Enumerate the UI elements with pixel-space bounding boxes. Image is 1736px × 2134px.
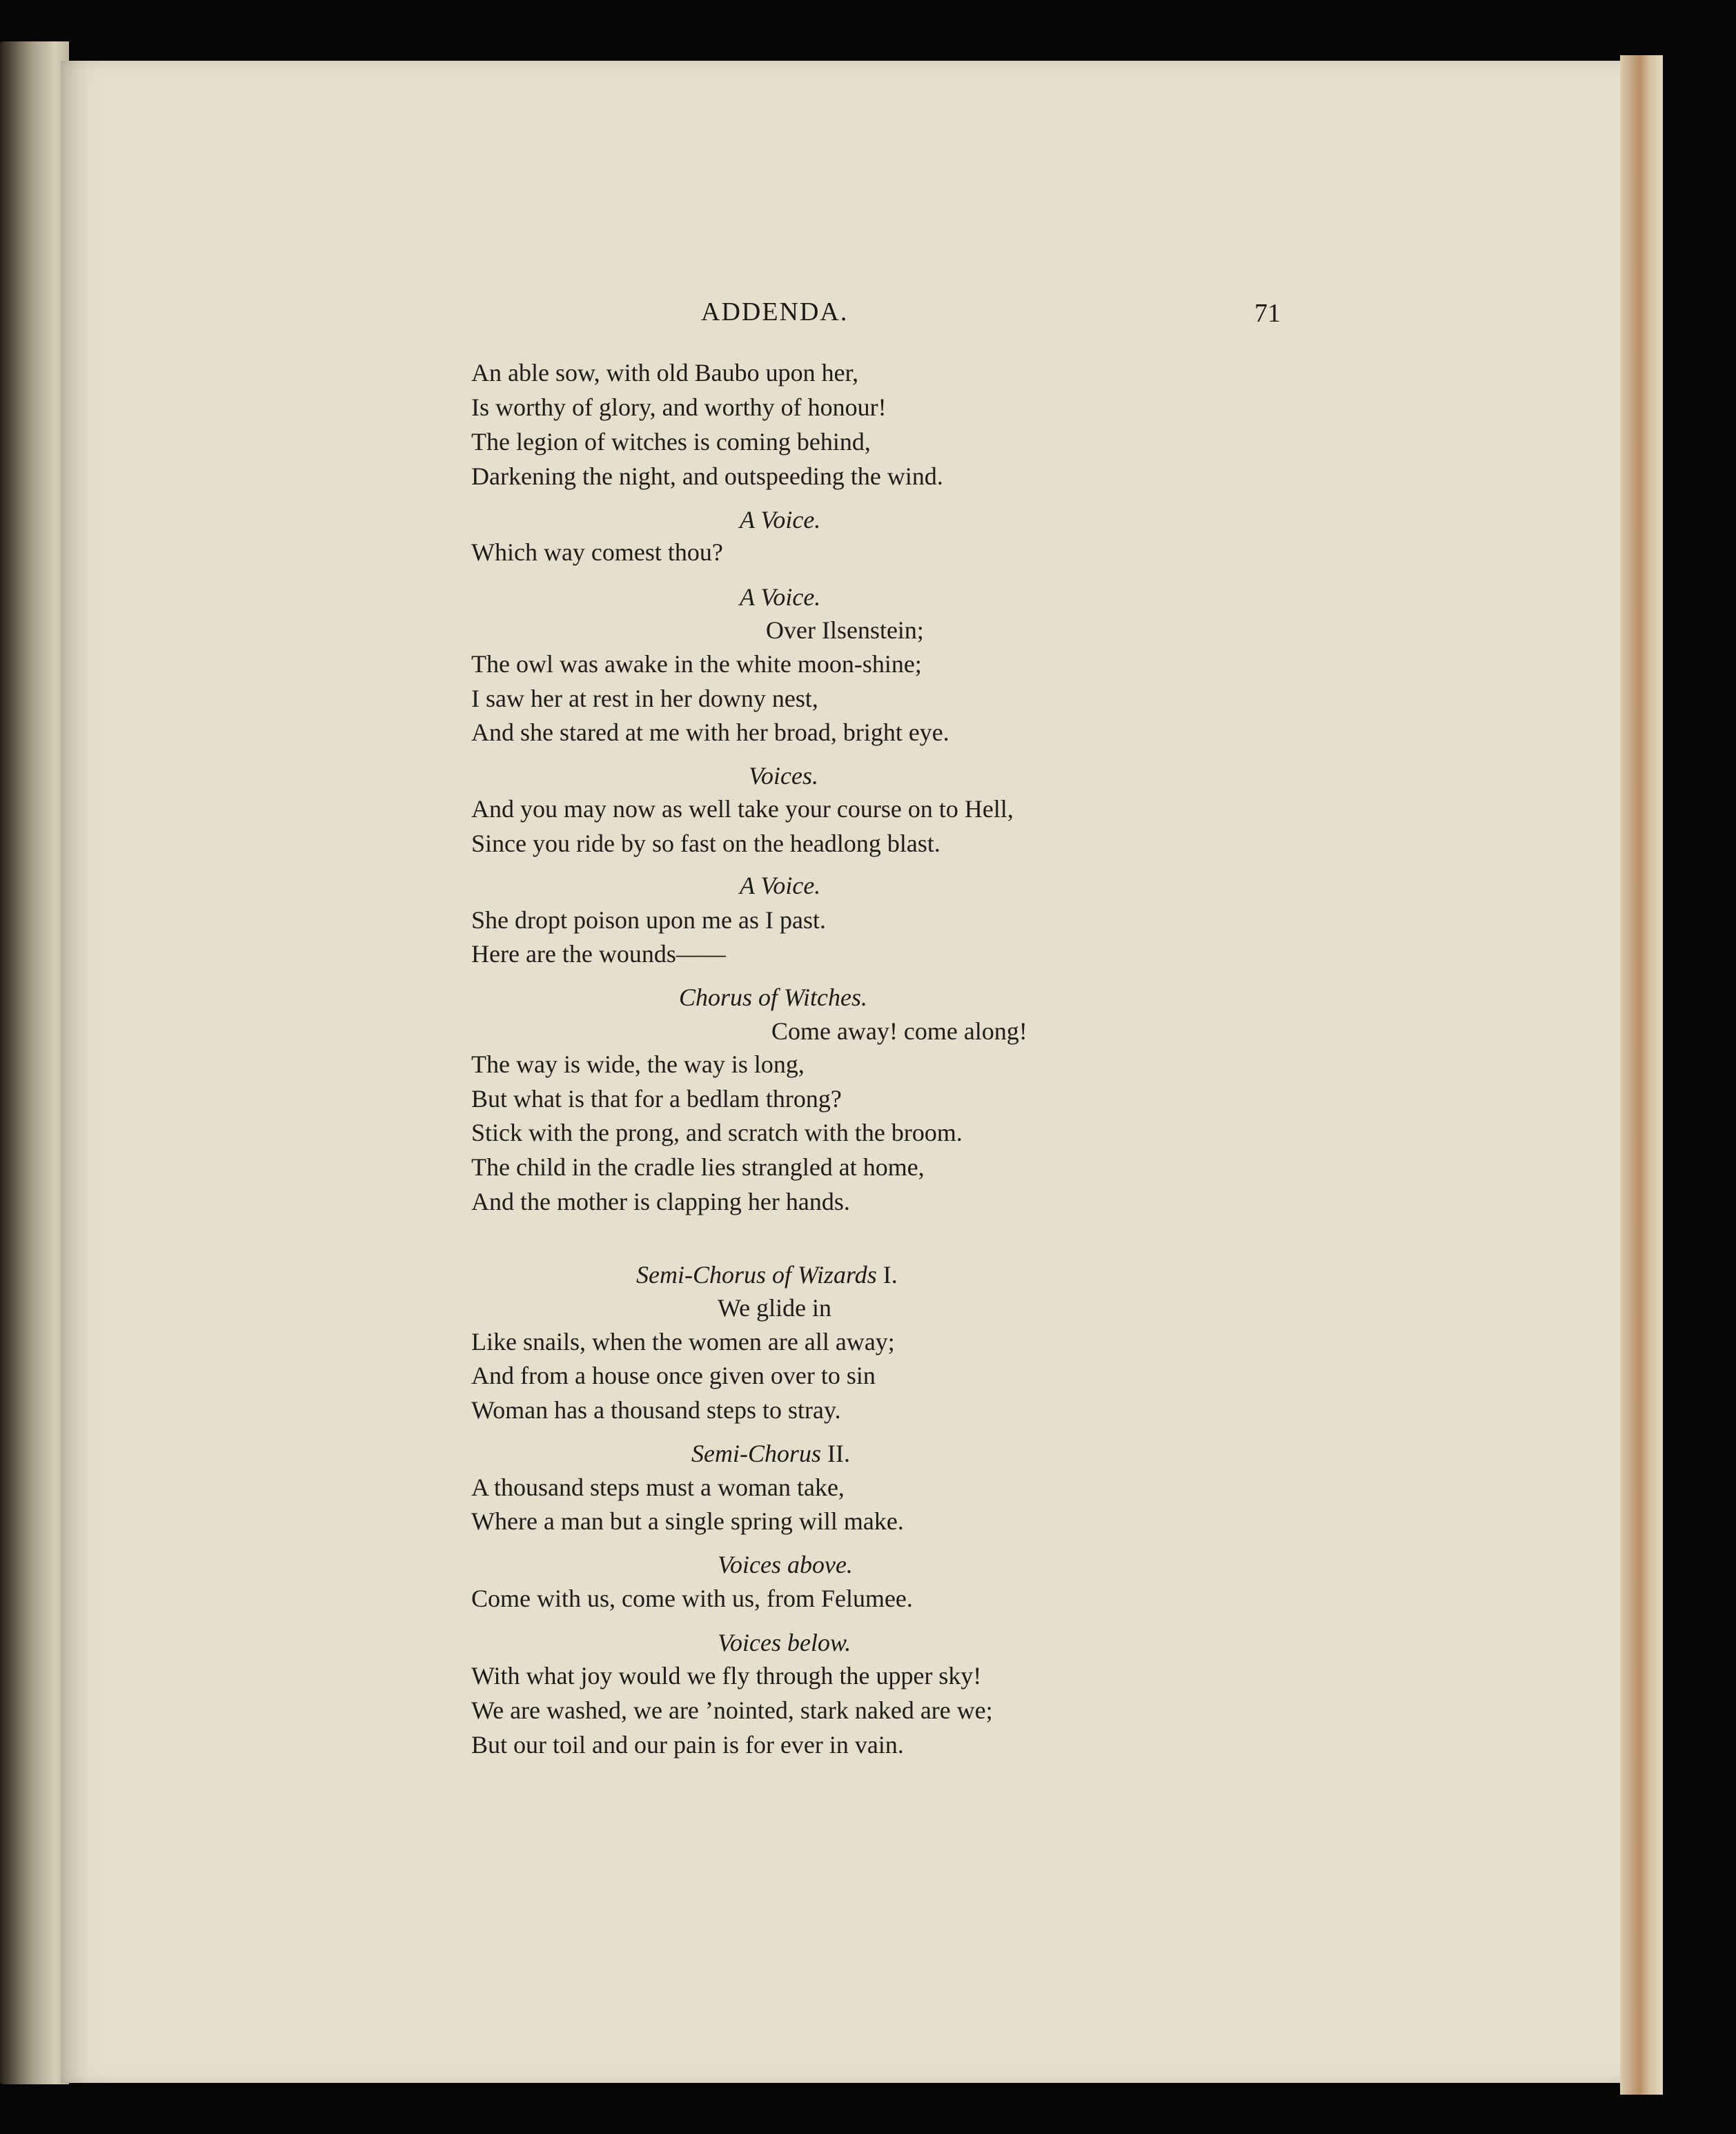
line-text: Since you ride by so fast on the headlong blast. [471,830,940,857]
line-text: We are washed, we are ’nointed, stark naked are we; [471,1696,993,1724]
running-header: ADDENDA. [701,297,849,326]
line-text: Come with us, come with us, from Felumee. [471,1585,913,1612]
speaker-heading [636,1261,898,1289]
left-page-edge [0,41,69,2084]
line-text: The child in the cradle lies strangled at home, [471,1153,925,1181]
verse-line [471,1050,805,1078]
speaker-heading [679,983,867,1011]
line-text: Here are the wounds—— [471,940,726,968]
verse-line [471,1662,981,1690]
speaker-heading [740,583,820,611]
verse-line [471,718,949,746]
line-text: Darkening the night, and outspeeding the wind. [471,462,943,490]
line-text: And she stared at me with her broad, bright eye. [471,718,949,746]
speaker-heading [718,1551,853,1578]
speaker-heading [740,506,820,534]
line-text: Voices. [749,762,818,790]
speaker-heading [691,1440,850,1467]
line-text: Is worthy of glory, and worthy of honour! [471,393,887,421]
verse-line [471,1119,963,1146]
line-text: I saw her at rest in her downy nest, [471,685,818,712]
line-text: Semi-Chorus [691,1440,821,1467]
verse-line [471,1585,913,1612]
line-text: Chorus of Witches. [679,983,868,1011]
verse-line [471,685,818,712]
right-page-stack [1620,55,1663,2095]
line-text: Over Ilsenstein; [766,616,924,644]
line-text: A Voice. [740,583,821,611]
verse-line [471,940,726,968]
verse-line [471,1731,904,1759]
line-text: And the mother is clapping her hands. [471,1188,850,1215]
verse-line [771,1017,1027,1045]
verse-line [471,393,887,421]
line-text: And you may now as well take your course on to Hell, [471,795,1014,823]
verse-line [471,1507,904,1535]
line-text: Like snails, when the women are all away; [471,1328,895,1355]
verse-line [471,1085,842,1113]
line-text: She dropt poison upon me as I past. [471,906,826,934]
verse-line [471,906,826,934]
line-text: Semi-Chorus of Wizards [636,1261,877,1289]
verse-line [471,650,922,678]
verse-line [471,1153,925,1181]
page-number: 71 [1254,299,1281,328]
line-text: Where a man but a single spring will make. [471,1507,904,1535]
speaker-heading [740,872,820,899]
line-text: The owl was awake in the white moon-shine; [471,650,922,678]
verse-line [471,830,940,857]
line-text: Stick with the prong, and scratch with the broom. [471,1119,963,1146]
verse-line [471,1474,845,1501]
line-text: Voices above. [718,1551,853,1578]
line-text: And from a house once given over to sin [471,1362,876,1389]
line-suffix: II. [821,1440,850,1467]
verse-line [471,428,871,456]
line-text: Which way comest thou? [471,538,723,566]
speaker-heading [749,762,818,790]
line-text: An able sow, with old Baubo upon her, [471,359,859,386]
line-text: But our toil and our pain is for ever in vain. [471,1731,904,1759]
verse-line [471,795,1014,823]
verse-line [471,359,858,386]
verse-line [471,538,723,566]
line-text: A thousand steps must a woman take, [471,1474,845,1501]
line-text: A Voice. [740,872,821,899]
verse-line [471,1362,876,1389]
line-text: Voices below. [718,1629,851,1656]
line-text: The way is wide, the way is long, [471,1050,805,1078]
line-text: We glide in [718,1294,832,1322]
verse-line [471,1396,841,1424]
speaker-heading [718,1629,851,1656]
verse-line [471,1188,850,1215]
line-text: A Voice. [740,506,821,534]
verse-line [471,1696,993,1724]
line-text: With what joy would we fly through the upper sky! [471,1662,982,1690]
verse-line [766,616,924,644]
line-text: Woman has a thousand steps to stray. [471,1396,841,1424]
line-text: Come away! come along! [771,1017,1027,1045]
line-suffix: I. [876,1261,898,1289]
verse-line [471,462,943,490]
line-text: But what is that for a bedlam throng? [471,1085,842,1113]
verse-line [471,1328,895,1355]
line-text: The legion of witches is coming behind, [471,428,871,456]
verse-line [718,1294,831,1322]
